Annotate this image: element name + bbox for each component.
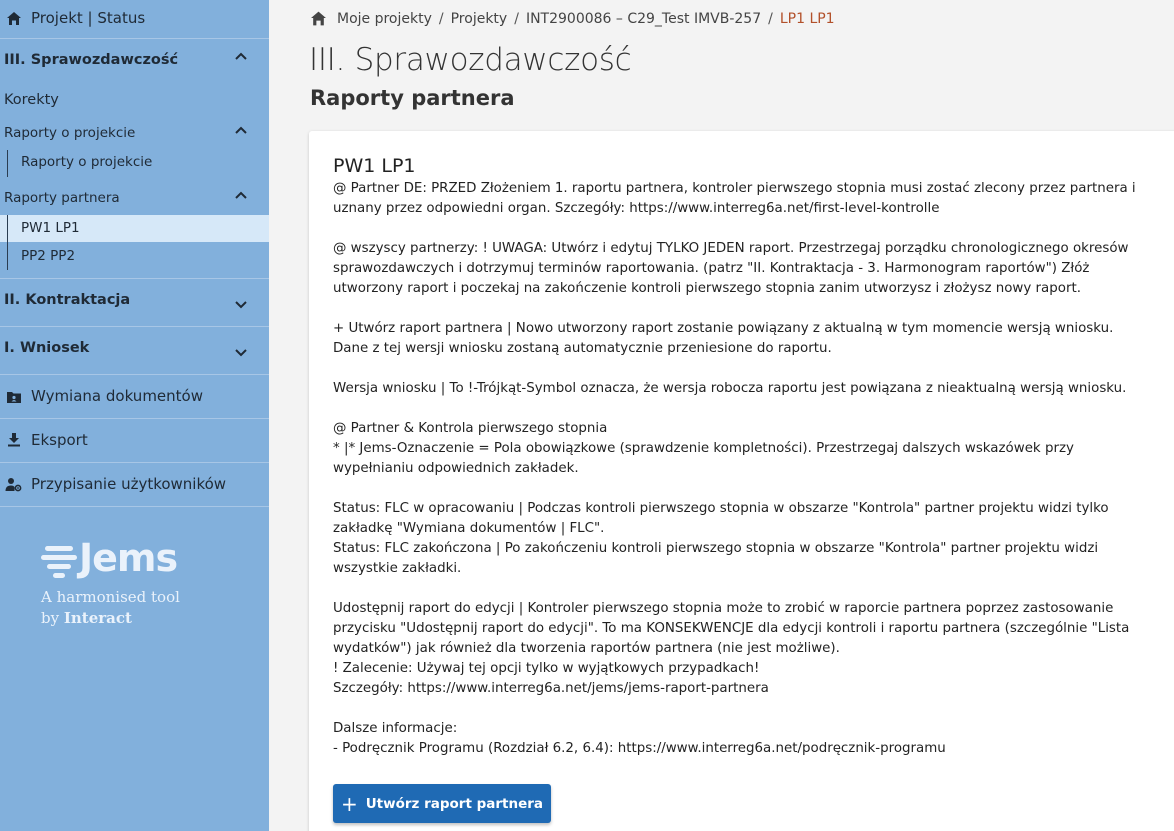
breadcrumb-link[interactable]: Moje projekty xyxy=(337,10,432,27)
sidebar-item-documents[interactable] xyxy=(0,380,269,414)
sidebar-item-label: Wymiana dokumentów xyxy=(31,387,203,405)
paragraph-gap xyxy=(333,479,1143,499)
sidebar-item-label: Raporty o projekcie xyxy=(21,154,153,170)
tagline-brand: Interact xyxy=(63,609,132,627)
sidebar-item-project-status[interactable] xyxy=(0,4,269,32)
divider xyxy=(0,38,269,39)
breadcrumb-link[interactable]: Projekty xyxy=(450,10,508,27)
sidebar-section-contracting[interactable] xyxy=(0,284,269,322)
paragraph-gap xyxy=(333,359,1143,379)
sidebar-item-korekty[interactable] xyxy=(0,88,269,114)
download-icon xyxy=(5,431,22,448)
paragraph-gap xyxy=(333,699,1143,719)
divider xyxy=(0,506,269,507)
sidebar-item-label: Korekty xyxy=(4,92,59,108)
divider xyxy=(0,278,269,279)
breadcrumb-separator: / xyxy=(514,10,519,27)
sidebar-item-export[interactable] xyxy=(0,424,269,458)
info-paragraph: Dalsze informacje: xyxy=(333,721,458,736)
sidebar-section-reporting[interactable] xyxy=(0,44,269,78)
page-title: III. Sprawozdawczość xyxy=(309,42,632,78)
sidebar-item-label: PW1 LP1 xyxy=(21,220,80,236)
info-text xyxy=(333,179,1143,759)
sidebar-item-label: Przypisanie użytkowników xyxy=(31,475,227,493)
chevron-up-icon[interactable] xyxy=(233,188,249,204)
breadcrumb-current: LP1 LP1 xyxy=(779,10,835,27)
info-paragraph: * |* Jems-Oznaczenie = Pola obowiązkowe (sprawdzenie kompletności). Przestrzegaj dalszych wskazówek przy wypełnianiu odpowiednich zakładek. xyxy=(333,441,1074,476)
info-paragraph: ! Zalecenie: Używaj tej opcji tylko w wyjątkowych przypadkach! xyxy=(333,661,760,676)
info-paragraph: - Podręcznik Programu (Rozdział 6.2, 6.4): https://www.interreg6a.net/podręcznik-programu xyxy=(333,741,946,756)
info-paragraph: Status: FLC w opracowaniu | Podczas kontroli pierwszego stopnia w obszarze "Kontrola" partner projektu widzi tylko zakładkę "Wymiana dokumentów | FLC". xyxy=(333,501,1109,536)
chevron-up-icon[interactable] xyxy=(233,123,249,139)
paragraph-gap xyxy=(333,399,1143,419)
info-paragraph: Udostępnij raport do edycji | Kontroler pierwszego stopnia może to zrobić w raporcie partnera poprzez zastosowanie przycisku "Udostępnij raport do edycji". To ma KONSEKWENCJE dla edycji kontroli i raportu partnera (szczególnie "Lista wydatków") jak również dla tworzenia raportów partnera (nie jest możliwe). xyxy=(333,601,1130,656)
sidebar-item-label: Eksport xyxy=(31,431,88,449)
card-title: PW1 LP1 xyxy=(333,155,416,177)
create-partner-report-button[interactable] xyxy=(333,784,551,823)
info-paragraph: @ wszyscy partnerzy: ! UWAGA: Utwórz i edytuj TYLKO JEDEN raport. Przestrzegaj porządku chronologicznego okresów sprawozdawczych i dotrzymuj terminów raportowania. (patrz "II. Kontraktacja - 3. Harmonogram raportów") Złóż utworzony raport i poczekaj na zakończenie kontroli pierwszego stopnia zanim utworzysz i złożysz nowy raport. xyxy=(333,241,1129,296)
home-icon xyxy=(5,10,22,27)
info-paragraph: Status: FLC zakończona | Po zakończeniu kontroli pierwszego stopnia w obszarze "Kontrola" partner projektu widzi wszystkie zakładki. xyxy=(333,541,1099,576)
sidebar-section-label: II. Kontraktacja xyxy=(4,292,131,308)
home-icon[interactable] xyxy=(310,10,327,27)
sidebar-section-label: III. Sprawozdawczość xyxy=(4,52,179,68)
chevron-down-icon[interactable] xyxy=(233,344,249,360)
logo-tagline-by xyxy=(41,609,132,627)
sidebar-group-project-reports[interactable] xyxy=(0,121,269,147)
info-paragraph: + Utwórz raport partnera | Nowo utworzony raport zostanie powiązany z aktualną w tym momencie wersją wniosku. Dane z tej wersji wniosku zostaną automatycznie przeniesione do raportu. xyxy=(333,321,1114,356)
divider xyxy=(0,462,269,463)
create-button-label: Utwórz raport partnera xyxy=(365,795,544,812)
sidebar-item-label: PP2 PP2 xyxy=(21,248,76,264)
info-paragraph: Wersja wniosku | To !-Trójkąt-Symbol oznacza, że wersja robocza raportu jest powiązana z nieaktualną wersją wniosku. xyxy=(333,381,1127,396)
sidebar-section-application[interactable] xyxy=(0,332,269,370)
info-paragraph: @ Partner DE: PRZED Złożeniem 1. raportu partnera, kontroler pierwszego stopnia musi zostać zlecony przez partnera i uznany przez odpowiedni organ. Szczegóły: https://www.interreg6a.net/first-level-kontrolle xyxy=(333,181,1136,216)
divider xyxy=(0,418,269,419)
paragraph-gap xyxy=(333,219,1143,239)
divider xyxy=(0,374,269,375)
sidebar-section-label: I. Wniosek xyxy=(4,340,90,356)
page-subtitle: Raporty partnera xyxy=(310,86,515,110)
breadcrumb-link[interactable]: INT2900086 – C29_Test IMVB-257 xyxy=(525,10,762,27)
chevron-up-icon[interactable] xyxy=(233,49,249,65)
breadcrumb-separator: / xyxy=(768,10,773,27)
plus-icon: + xyxy=(340,791,358,816)
paragraph-gap xyxy=(333,579,1143,599)
paragraph-gap xyxy=(333,299,1143,319)
sidebar-item-project-reports[interactable] xyxy=(0,150,269,177)
logo-tagline: A harmonised tool xyxy=(41,588,180,606)
sidebar-item-partner-report[interactable] xyxy=(0,215,269,242)
sidebar-group-label: Raporty partnera xyxy=(4,190,120,206)
breadcrumb xyxy=(310,10,835,27)
logo-wordmark: Jems xyxy=(79,536,178,580)
breadcrumb-separator: / xyxy=(438,10,444,27)
tagline-by: by xyxy=(41,609,60,627)
tree-line xyxy=(7,215,8,270)
folder-icon xyxy=(5,388,22,405)
sidebar-item-label: Projekt | Status xyxy=(31,9,146,27)
sidebar-group-partner-reports[interactable] xyxy=(0,186,269,212)
chevron-down-icon[interactable] xyxy=(233,296,249,312)
sidebar-item-partner-report[interactable] xyxy=(0,243,269,270)
divider xyxy=(0,326,269,327)
sidebar-group-label: Raporty o projekcie xyxy=(4,125,136,141)
info-paragraph: @ Partner & Kontrola pierwszego stopnia xyxy=(333,421,608,436)
sidebar-item-assign-users[interactable] xyxy=(0,468,269,502)
sidebar xyxy=(0,0,269,831)
partner-report-card xyxy=(309,131,1174,831)
info-paragraph: Szczegóły: https://www.interreg6a.net/jems/jems-raport-partnera xyxy=(333,681,769,696)
user-settings-icon xyxy=(5,476,22,493)
jems-logo-icon xyxy=(41,544,77,578)
